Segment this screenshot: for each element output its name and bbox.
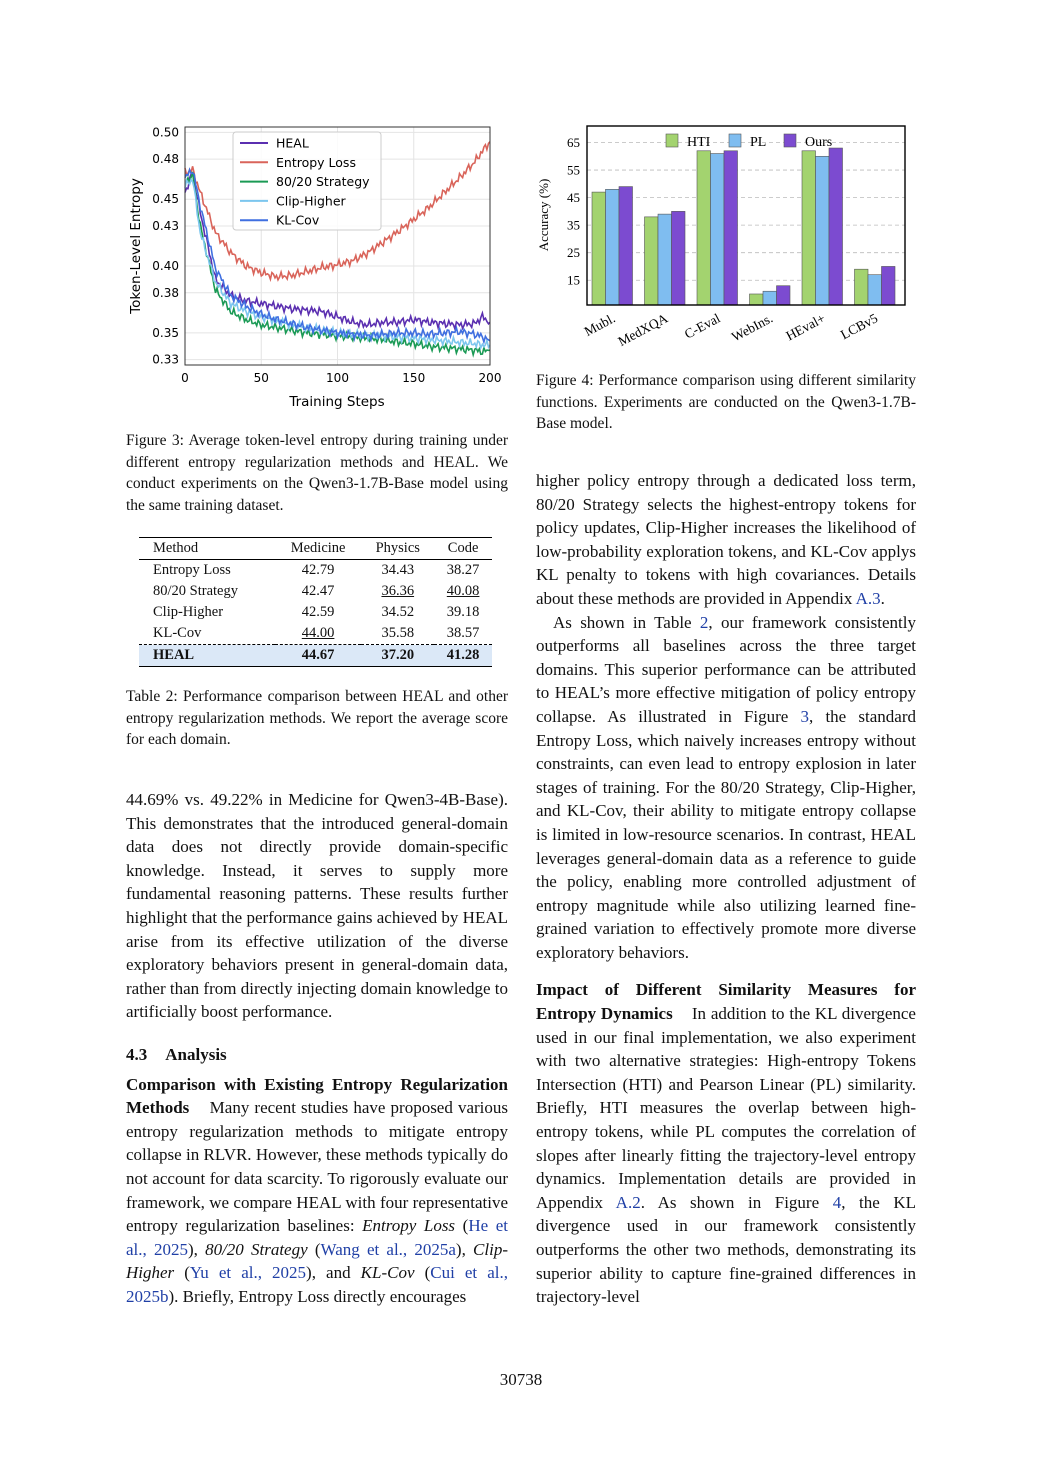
y-tick-label: 25	[567, 245, 580, 261]
bar-pl	[763, 291, 777, 305]
legend-label: Ours	[805, 135, 833, 150]
bar-hti	[855, 269, 869, 305]
y-tick-label: 0.40	[152, 259, 179, 274]
y-tick-label: 0.45	[152, 192, 179, 207]
text-span: , the KL divergence used in our framework consistently outperforms the other two methods, demonstrating its superior ability to capture fine-grained differences in trajectory-level	[536, 1192, 916, 1307]
table2-header-method: Method	[139, 538, 275, 560]
table-row	[139, 623, 492, 645]
bar-ours	[672, 211, 686, 305]
table-row	[139, 560, 492, 582]
legend-label: PL	[750, 135, 767, 150]
legend-label: Entropy Loss	[276, 154, 356, 170]
table2	[139, 537, 492, 667]
x-tick-label: LCBv5	[838, 310, 881, 343]
right-paragraph-3: Impact of Different Similarity Measures for Entropy Dynamics In addition to the KL divergence used in our final implementation, we also experiment with two alternative strategies: High-entropy Tokens Intersection (HTI) and Pearson Linear (PL) similarity. Briefly, HTI measures the overlap between high-entropy tokens, while PL computes the correlation of slopes after linearly fitting the trajectory-level entropy dynamics. Implementation details are provided in Appendix A.2. As shown in Figure 4, the KL divergence used in our framework consistently outperforms the other two methods, demonstrating its superior ability to capture fine-grained differences in trajectory-level	[536, 980, 916, 1307]
section-heading	[126, 1043, 508, 1067]
table-cell: 36.36	[381, 583, 415, 599]
x-tick-label: 100	[326, 371, 349, 385]
x-tick-label: 200	[478, 371, 502, 385]
bar-ours	[619, 187, 633, 305]
table-cell: 38.27	[446, 562, 480, 578]
bar-hti	[697, 151, 711, 305]
x-tick-label: 150	[402, 371, 426, 385]
table2-caption: Table 2: Performance comparison between HEAL and other entropy regularization methods. We report the average score for each domain.	[126, 688, 508, 748]
section-title: Analysis	[165, 1044, 227, 1064]
figure3-caption: Figure 3: Average token-level entropy during training under different entropy regularization methods and HEAL. We conduct experiments on the Qwen3-1.7B-Base model using the same training dataset.	[126, 432, 508, 514]
text-span: , the standard Entropy Loss, which naively increases entropy without constraints, can even lead to entropy explosion in later stages of training. For the 80/20 Strategy, Clip-Higher, and KL-Cov, their ability to mitigate entropy collapse is limited in low-resource scenarios. In contrast, HEAL leverages general-domain data as a reference to guide the policy, enabling more controlled adjustment of entropy magnitude while also utilizing learned fine-grained variation to effectively promote more diverse exploratory behaviors.	[536, 706, 917, 962]
left-paragraph-1: 44.69% vs. 49.22% in Medicine for Qwen3-4B-Base). This demonstrates that the introduced general-domain data does not directly provide domain-specific knowledge. Instead, it serves to supply more fundamental reasoning patterns. These results further highlight that the performance gains achieved by HEAL arise from its effective utilization of the diverse exploratory behaviors present in general-domain data, rather than from directly injecting domain knowledge to artificially boost performance.	[126, 790, 508, 1022]
left-column	[126, 788, 508, 1308]
paragraph-heading: Comparison with Existing Entropy Regularization Methods	[126, 1074, 508, 1118]
bar-hti	[750, 294, 764, 305]
x-tick-label: Mubl.	[581, 310, 618, 339]
appendix-link[interactable]: A.2	[615, 1192, 641, 1212]
figure4-legend	[666, 134, 832, 150]
appendix-link[interactable]: A.3	[855, 588, 881, 608]
figure-ref-link[interactable]: 4	[832, 1192, 842, 1212]
x-tick-label: 0	[181, 371, 189, 385]
figure4-caption: Figure 4: Performance comparison using different similarity functions. Experiments are conducted on the Qwen3-1.7B-Base model.	[536, 372, 916, 432]
y-tick-label: 35	[567, 217, 580, 233]
bar-pl	[658, 214, 672, 305]
legend-swatch	[666, 134, 678, 147]
table-cell: 41.28	[434, 645, 492, 667]
text-span: In addition to the KL divergence used in our final implementation, we also experiment with two alternative strategies: High-entropy Tokens Intersection (HTI) and Pearson Linear (PL) similarity. Briefly, HTI measures the overlap between high-entropy tokens, while PL computes the correlation of slopes after linearly fitting the trajectory-level entropy dynamics. Implementation details are provided in Appendix	[536, 1004, 916, 1212]
table-cell: 42.47	[301, 583, 335, 599]
bar-hti	[592, 192, 606, 305]
right-paragraph-2	[536, 611, 916, 965]
figure4-ylabel: Accuracy (%)	[536, 178, 551, 252]
bar-pl	[606, 189, 620, 305]
citation-link[interactable]: He et al., 2025	[126, 1216, 508, 1259]
figure3-xlabel: Training Steps	[289, 394, 385, 410]
right-column	[536, 469, 916, 1309]
legend-label: Clip-Higher	[276, 193, 346, 209]
x-tick-label: 50	[253, 371, 269, 385]
x-tick-label: MedXQA	[615, 310, 671, 350]
table2-header-physics: Physics	[361, 538, 434, 560]
table-cell: 37.20	[361, 645, 434, 667]
method-name: Clip-Higher	[126, 1239, 508, 1283]
bar-pl	[816, 156, 830, 305]
y-tick-label: 0.35	[152, 325, 179, 340]
table2-header-medicine: Medicine	[275, 538, 361, 560]
citation-link[interactable]: Yu et al., 2025	[189, 1263, 307, 1283]
table-cell: Clip-Higher	[153, 604, 224, 620]
legend-swatch	[784, 134, 796, 147]
bar-ours	[724, 151, 738, 305]
text-span: and	[326, 1263, 351, 1283]
table-row	[139, 602, 492, 623]
legend-label: HEAL	[276, 135, 309, 151]
citation-link[interactable]: Cui et al., 2025b	[126, 1263, 508, 1306]
bar-ours	[829, 148, 843, 305]
x-tick-label: C-Eval	[681, 310, 723, 342]
bar-pl	[868, 275, 882, 305]
figure3-ylabel: Token-Level Entropy	[128, 178, 144, 314]
method-name: Entropy Loss	[362, 1216, 456, 1236]
right-paragraph-1: higher policy entropy through a dedicated loss term, 80/20 Strategy selects the highest-entropy tokens for policy updates, Clip-Higher increases the likelihood of low-probability exploration tokens, and KL-Cov applys KL penalty to tokens with high covariances. Details about these methods are provided in Appendix A.3.	[536, 471, 916, 608]
x-tick-label: HEval+	[783, 310, 828, 344]
bar-hti	[645, 217, 659, 305]
table-cell: 38.57	[446, 625, 480, 641]
method-name: KL-Cov	[360, 1263, 415, 1283]
text-span: As shown in Figure	[657, 1192, 820, 1212]
table-cell: 44.67	[275, 645, 361, 667]
bar-ours	[777, 286, 791, 305]
text-span: Briefly, Entropy Loss directly encourages	[182, 1286, 467, 1306]
table-row	[139, 581, 492, 602]
y-tick-label: 0.33	[152, 352, 179, 367]
bar-pl	[711, 154, 725, 305]
legend-label: KL-Cov	[276, 212, 320, 228]
y-tick-label: 0.50	[152, 125, 179, 140]
paragraph-heading: Impact of Different Similarity Measures for Entropy Dynamics	[536, 980, 916, 1024]
y-tick-label: 0.48	[152, 152, 179, 167]
page-number: 30738	[499, 1370, 543, 1389]
text-span: , our framework consistently outperforms all baselines across the three target domains. This superior performance can be attributed to HEAL’s more effective mitigation of policy entropy collapse. As illustrated in Figure	[536, 612, 916, 726]
text-span: As shown in Table	[553, 612, 692, 632]
bar-ours	[882, 266, 896, 305]
table-cell: KL-Cov	[153, 625, 202, 641]
left-paragraph-2: Comparison with Existing Entropy Regularization Methods Many recent studies have proposed various entropy regularization methods to mitigate entropy collapse in RLVR. However, these methods typically do not account for data scarcity. To rigorously evaluate our framework, we compare HEAL with four representative entropy regularization baselines: Entropy Loss (He et al., 2025), 80/20 Strategy (Wang et al., 2025a), Clip-Higher (Yu et al., 2025), and KL-Cov (Cui et al., 2025b). Briefly, Entropy Loss directly encourages	[126, 1074, 508, 1306]
table-cell: Entropy Loss	[153, 562, 231, 578]
y-tick-label: 55	[567, 162, 580, 178]
y-tick-label: 45	[567, 190, 580, 206]
legend-swatch	[729, 134, 741, 147]
figure3-legend	[233, 132, 381, 230]
table-cell: HEAL	[139, 645, 275, 667]
figure3-chart	[120, 112, 510, 412]
x-tick-label: WebIns.	[729, 310, 776, 345]
table-cell: 40.08	[446, 583, 480, 599]
text-span: higher policy entropy through a dedicated loss term, 80/20 Strategy selects the highest-entropy tokens for policy updates, Clip-Higher increases the likelihood of low-probability exploration tokens, and KL-Cov applys KL penalty to tokens with high covariances. Details about these methods are provided in Appendix	[536, 471, 916, 608]
y-tick-label: 0.38	[152, 285, 179, 300]
method-name: 80/20 Strategy	[205, 1239, 308, 1259]
table-cell: 34.43	[381, 562, 415, 578]
table-cell: 80/20 Strategy	[153, 583, 238, 599]
section-number: 4.3	[126, 1044, 148, 1064]
bar-hti	[802, 151, 816, 305]
figure4-chart	[530, 118, 920, 358]
y-tick-label: 0.43	[152, 218, 179, 233]
table-cell: 35.58	[381, 625, 415, 641]
table-cell: 34.52	[381, 604, 415, 620]
y-tick-label: 65	[567, 135, 580, 151]
table-cell: 44.00	[301, 625, 335, 641]
table-cell: 42.79	[301, 562, 335, 578]
table-row-heal	[139, 645, 492, 667]
citation-link[interactable]: Wang et al., 2025a	[320, 1239, 456, 1259]
table-cell: 42.59	[301, 604, 335, 620]
legend-label: HTI	[687, 135, 711, 150]
legend-label: 80/20 Strategy	[276, 174, 370, 190]
figure-ref-link[interactable]: 3	[800, 706, 809, 726]
text-span: Many recent studies have proposed various entropy regularization methods to mitigate entropy collapse in RLVR. However, these methods typically do not account for data scarcity. To rigorously evaluate our framework, we compare HEAL with four representative entropy regularization baselines:	[126, 1098, 508, 1236]
table2-header-code: Code	[434, 538, 492, 560]
table-ref-link[interactable]: 2	[699, 612, 709, 632]
table-cell: 39.18	[446, 604, 480, 620]
y-tick-label: 15	[567, 272, 580, 288]
